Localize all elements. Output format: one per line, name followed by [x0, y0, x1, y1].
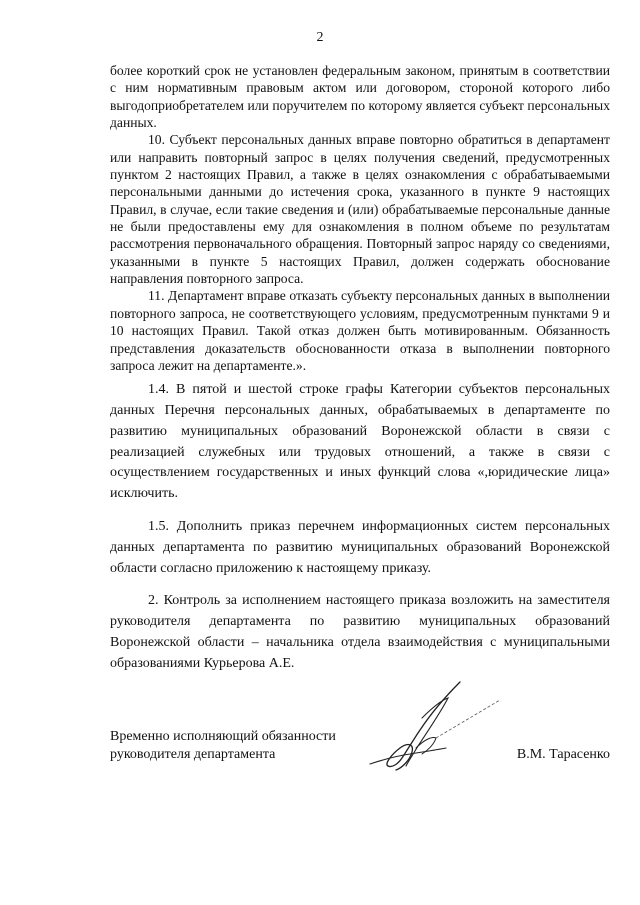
- signer-title-line-2: руководителя департамента: [110, 747, 276, 762]
- paragraph-item-10: 10. Субъект персональных данных вправе повторно обратиться в департамент или направить повторный запрос в целях получения сведений, предусмотренных пунктом 2 настоящих Правил, а также в целях ознакомления с обрабатываемыми персональными данными до истечения срока, указанного в пункте 9 настоящих Правил, в случае, если такие сведения и (или) обрабатываемые персональные данные не были предоставлены ему для ознакомления в полном объеме по результатам рассмотрения первоначального обращения. Повторный запрос наряду со сведениями, указанными в пункте 5 настоящих Правил, должен содержать обоснование направления повторного запроса.: [110, 132, 610, 287]
- paragraph-item-2: 2. Контроль за исполнением настоящего приказа возложить на заместителя руководителя департамента по развитию муниципальных образований Воронежской области – начальника отдела взаимодействия с муниципальными образованиями Курьерова А.Е.: [110, 593, 610, 671]
- paragraph-item-1-4: 1.4. В пятой и шестой строке графы Категории субъектов персональных данных Перечня персональных данных, обрабатываемых в департаменте по развитию муниципальных образований Воронежской области в связи с реализацией служебных или трудовых отношений, а также в связи с осуществлением государственных и иных функций слова «,юридические лица» исключить.: [110, 382, 610, 502]
- paragraph-continuation: более короткий срок не установлен федеральным законом, принятым в соответствии с ним нормативным правовым актом или договором, стороной которого либо выгодоприобретателем или поручителем по которому является субъект персональных данных.: [110, 63, 610, 131]
- document-body: [110, 62, 610, 675]
- signer-name: В.М. Тарасенко: [516, 747, 610, 762]
- signature-block: [110, 728, 610, 764]
- paragraph-item-1-5: 1.5. Дополнить приказ перечнем информационных систем персональных данных департамента по развитию муниципальных образований Воронежской области согласно приложению к настоящему приказу.: [110, 518, 610, 576]
- page-number: 2: [316, 30, 324, 45]
- signer-title-line-1: Временно исполняющий обязанности: [110, 729, 336, 744]
- paragraph-item-11: 11. Департамент вправе отказать субъекту персональных данных в выполнении повторного запроса, не соответствующего условиям, предусмотренным пунктами 9 и 10 настоящих Правил. Такой отказ должен быть мотивированным. Обязанность представления доказательств обоснованности отказа в выполнении повторного запроса лежит на департаменте.».: [110, 288, 610, 373]
